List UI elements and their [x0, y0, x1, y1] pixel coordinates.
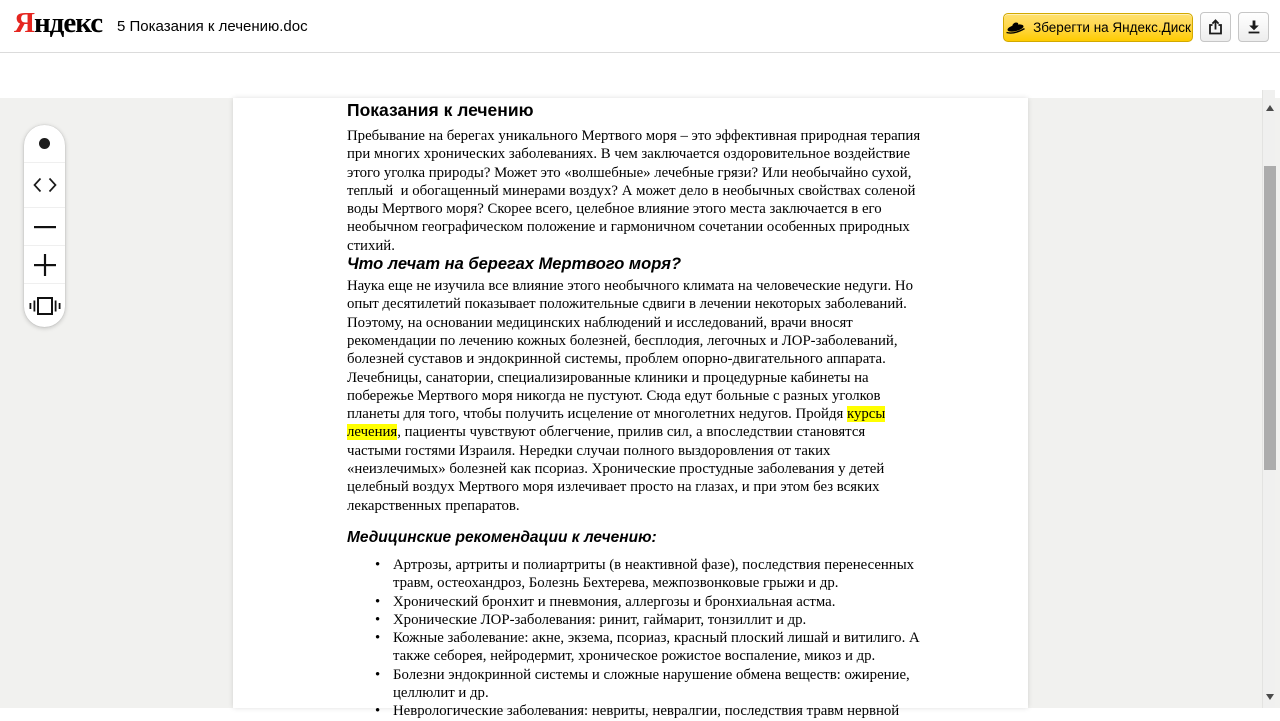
document-content — [347, 100, 987, 721]
fit-width-button[interactable] — [24, 283, 65, 327]
list-item — [347, 702, 987, 720]
marker-button[interactable] — [24, 125, 65, 162]
document-page — [233, 98, 1028, 720]
disk-icon — [1005, 20, 1026, 35]
search-highlight: курсы — [846, 406, 886, 423]
text-line: Неврологические заболевания: невриты, невралгии, последствия травм нервной — [393, 703, 900, 720]
text-line: Хронические ЛОР-заболевания: ринит, гаймарит, тонзиллит и др. — [393, 611, 807, 628]
download-button[interactable] — [1238, 12, 1269, 42]
scroll-up-icon[interactable] — [1266, 105, 1274, 111]
yandex-logo[interactable] — [14, 7, 102, 40]
bullet-icon: • — [375, 593, 381, 610]
header — [0, 0, 1280, 53]
save-to-disk-button[interactable] — [1003, 13, 1193, 42]
paragraph — [347, 127, 987, 255]
text-line: Лечебницы, санатории, специализированные клиники и процедурные кабинеты на — [347, 369, 869, 386]
text-line: Хронический бронхит и пневмония, аллергозы и бронхиальная астма. — [393, 593, 836, 610]
text-line: Поэтому, на основании медицинских наблюдений и исследований, врачи вносят — [347, 314, 853, 331]
list-item — [347, 666, 987, 703]
text-line: этого уголка природы? Может это «волшебные» лечебные грязи? Или необычайно сухой, — [347, 164, 912, 181]
scroll-down-icon[interactable] — [1266, 694, 1274, 700]
text-line: целлюлит и др. — [393, 685, 489, 702]
bullet-icon: • — [375, 611, 381, 628]
paragraph — [347, 277, 987, 515]
text-line: Кожные заболевание: акне, экзема, псориаз, красный плоский лишай и витилиго. А — [393, 630, 920, 647]
page-nav-buttons[interactable] — [24, 162, 65, 207]
viewer-top-band — [0, 54, 1280, 98]
viewer-area — [0, 98, 1280, 720]
text-line: также себорея, нейродермит, хроническое рожистое воспаление, микоз и др. — [393, 648, 876, 665]
text-line: воды Мертвого моря? Скорее всего, целебное влияние этого места заключается в его — [347, 201, 882, 218]
text-line: опыт десятилетий показывает положительные сдвиги в лечении некоторых заболеваний. — [347, 296, 907, 313]
logo-letter: Я — [14, 7, 34, 39]
list-item — [347, 629, 987, 666]
next-page-icon[interactable] — [48, 177, 57, 193]
text-line: частыми гостями Израиля. Нередки случаи полного выздоровления от таких — [347, 442, 831, 459]
share-button[interactable] — [1200, 12, 1231, 42]
text-line: побережье Мертвого моря никогда не пустуют. Сюда едут больные с разных уголков — [347, 387, 881, 404]
logo-rest: ндекс — [33, 7, 103, 39]
text-line: теплый и обогащенный минерами воздух? А может дело в необычных свойствах соленой — [347, 182, 916, 199]
zoom-in-icon — [33, 253, 57, 277]
text-line: рекомендации по лечению кожных болезней, бесплодия, легочных и ЛОР-заболеваний, — [347, 332, 898, 349]
download-icon — [1246, 19, 1262, 35]
share-icon — [1207, 19, 1224, 36]
search-highlight: лечения — [347, 424, 398, 441]
fit-width-icon — [28, 294, 62, 318]
scrollbar-thumb[interactable] — [1264, 166, 1276, 470]
bullet-icon: • — [375, 556, 381, 573]
text-line: травм, остеохандроз, Болезнь Бехтерева, межпозвонковые грыжи и др. — [393, 575, 839, 592]
list-item — [347, 556, 987, 593]
text-line: стихий. — [347, 237, 395, 254]
text-line: при многих хронических заболеваниях. В чем заключается оздоровительное воздействие — [347, 146, 911, 163]
bullet-icon: • — [375, 703, 381, 720]
text-line: Артрозы, артриты и полиартриты (в неактивной фазе), последствия перенесенных — [393, 556, 915, 573]
text-line: Наука еще не изучила все влияние этого необычного климата на человеческие недуги. Но — [347, 278, 913, 295]
text-line: целебный воздух Мертвого моря излечивает просто на глазах, и при этом без всяких — [347, 479, 880, 496]
heading: Показания к лечению — [347, 100, 534, 120]
list-item — [347, 593, 987, 611]
prev-page-icon[interactable] — [33, 177, 42, 193]
zoom-out-button[interactable] — [24, 207, 65, 245]
text-line: Пребывание на берегах уникального Мертвого моря – это эффективная природная терапия — [347, 128, 921, 144]
zoom-in-button[interactable] — [24, 245, 65, 283]
viewer-toolbar — [24, 125, 65, 327]
save-button-label: Зберегти на Яндекс.Диск — [1033, 20, 1191, 35]
scrollbar-track[interactable] — [1262, 90, 1275, 708]
marker-icon — [39, 138, 50, 149]
text-line: планеты для того, чтобы получить исцеление от многолетних недугов. Пройдя курсы — [347, 406, 886, 423]
zoom-out-icon — [33, 225, 57, 229]
text-line: лекарственных препаратов. — [347, 497, 520, 514]
text-line: Болезни эндокринной системы и сложные нарушение обмена веществ: ожирение, — [393, 666, 910, 683]
document-title: 5 Показания к лечению.doc — [117, 18, 308, 35]
heading: Медицинские рекомендации к лечению: — [347, 528, 657, 546]
text-line: болезней суставов и эндокринной системы, проблем опорно-двигательного аппарата. — [347, 351, 886, 368]
text-line: необычном географическом положение и гармоничном сочетании особенных природных — [347, 219, 910, 236]
text-line: «неизлечимых» болезней как псориаз. Хронические простудные заболевания у детей — [347, 461, 885, 478]
text-line: лечения, пациенты чувствуют облегчение, прилив сил, а впоследствии становятся — [347, 424, 866, 441]
list-item — [347, 611, 987, 629]
heading: Что лечат на берегах Мертвого моря? — [347, 255, 682, 274]
bullet-icon: • — [375, 666, 381, 683]
bullet-icon: • — [375, 630, 381, 647]
